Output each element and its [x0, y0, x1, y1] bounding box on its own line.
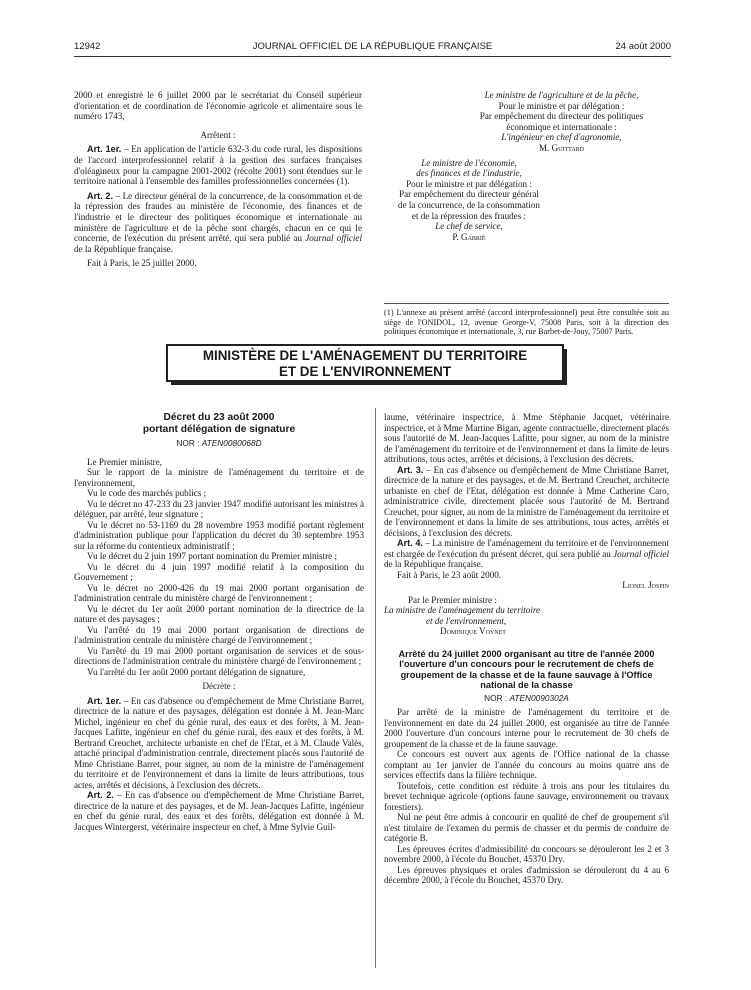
- decree-p7: Vu le décret du 4 juin 1997 modifié relatif à la composition du Gouvernement ;: [74, 561, 364, 582]
- decrete-heading: Décrète :: [202, 681, 236, 691]
- decree-article-3-label: Art. 3.: [397, 464, 424, 475]
- arrete2-title: Arrêté du 24 juillet 2000 organisant au titre de l'année 2000 l'ouverture d'un concours pour le recrutement de chefs de groupement de la chasse et de la faune sauvage à l'Office national de la chasse: [398, 648, 655, 691]
- decree-title-2: portant délégation de signature: [142, 424, 296, 435]
- article-2-text-b: de la République française.: [74, 243, 173, 254]
- decree-nor-code: ATEN0080068D: [201, 438, 262, 448]
- top-right-signatures: [384, 90, 669, 242]
- sig2-line5: de la concurrence, de la consommation: [398, 199, 540, 210]
- arrete2-p1: Par arrêté de la ministre de l'aménagement du territoire et de l'environnement en date du 24 juillet 2000, est organisée au titre de l'année 2000 l'ouverture d'un concours interne pour le recrutement de 30 chefs de groupement de la chasse et de la faune sauvage.: [384, 707, 669, 749]
- arretent-heading: Arrêtent :: [200, 129, 236, 140]
- decree-p11: Vu l'arrêté du 19 mai 2000 portant organisation de services et de sous-directions de l'administration centrale du ministère chargé de l'environnement ;: [74, 645, 364, 666]
- arrete2-p5: Les épreuves écrites d'admissibilité du concours se dérouleront les 2 et 3 novembre 2000, à l'école du Bouchet, 45370 Dry.: [384, 843, 669, 865]
- decree-p1: Le Premier ministre,: [87, 456, 163, 467]
- decree-column-left: [74, 412, 364, 832]
- arrete2-p3: Toutefois, cette condition est réduite à trois ans pour les titulaires du brevet technique agricole (options faune sauvage, environnement ou travaux forestiers).: [384, 780, 669, 812]
- ministry-line-1: MINISTÈRE DE L'AMÉNAGEMENT DU TERRITOIRE: [202, 348, 528, 363]
- sig2-line1: Le ministre de l'économie,: [421, 157, 517, 168]
- decree-p3: Vu le code des marchés publics ;: [87, 488, 207, 498]
- intro-paragraph: 2000 et enregistré le 6 juillet 2000 par le secrétariat du Conseil supérieur d'orientation et de coordination de l'économie agricole et alimentaire sous le numéro 1743,: [74, 90, 362, 122]
- sig2-line7: Le chef de service,: [435, 221, 503, 232]
- arrete2-p4: Nul ne peut être admis à concourir en qualité de chef de groupement s'il n'est titulaire de l'examen du permis de chasser et du permis de conduire de catégorie B.: [384, 812, 669, 844]
- article-2: [74, 191, 362, 255]
- journal-title: JOURNAL OFFICIEL DE LA RÉPUBLIQUE FRANÇAISE: [252, 41, 493, 52]
- decree-article-2-text: – En cas d'absence ou d'empêchement de Mme Christiane Barret, directrice de la nature et des paysages, et de M. Jean-Jacques Lafitte, ingénieur en chef du génie rural, des eaux et des forêts, délégation est donnée à M. Jacques Wintergerst, vétérinaire inspecteur en chef, à Mme Sylvie Guil-: [74, 790, 364, 832]
- decree-min-name: Dominique Voynet: [440, 626, 506, 636]
- arrete2-nor-label: NOR :: [484, 692, 510, 703]
- decree-article-4-text-a: – La ministre de l'aménagement du territoire et de l'environnement est chargée de l'exécution du présent décret, qui sera publié au: [384, 538, 669, 559]
- decree-article-1-label: Art. 1er.: [87, 695, 122, 706]
- fait-line: Fait à Paris, le 25 juillet 2000.: [87, 258, 197, 269]
- decree-article-3: [384, 465, 669, 539]
- arrete2-nor-code: ATEN0090302A: [509, 692, 569, 703]
- decree-article-4-label: Art. 4.: [397, 538, 423, 548]
- arrete2-p6: Les épreuves physiques et orales d'admission se dérouleront du 4 au 6 décembre 2000, à l'école du Bouchet, 45370 Dry.: [384, 864, 669, 886]
- decree-p10: Vu l'arrêté du 19 mai 2000 portant organisation de directions de l'administration centrale du ministère chargé de l'environnement ;: [74, 624, 364, 645]
- article-1-text: – En application de l'article 632-3 du code rural, les dispositions de l'accord interprofessionnel relatif à la gestion des surfaces françaises d'oléagineux pour la campagne 2001-2002 (récolte 2001) sont étendues sur le territoire national à l'ensemble des familles professionnelles concernées (1).: [74, 144, 362, 187]
- arrete2-p2: Ce concours est ouvert aux agents de l'Office national de la chasse comptant au 1er janvier de l'année du concours au moins quatre ans de services effectifs dans la filière technique.: [384, 749, 669, 781]
- sig1-line4: économique et internationale :: [506, 121, 617, 132]
- sig2-line4: Par empêchement du directeur général: [399, 189, 539, 200]
- decree-min-line1: La ministre de l'aménagement du territoire: [384, 605, 541, 615]
- decree-article-2-label: Art. 2.: [87, 790, 114, 800]
- arrete2-nor: [384, 693, 669, 704]
- header-rule: [74, 56, 671, 57]
- decree-article-1-text: – En cas d'absence ou d'empêchement de Mme Christiane Barret, directrice de la nature et des paysages, délégation est donnée à M. Jean-Marc Michel, ingénieur en chef du génie rural, des eaux et des forêts, à M. Jean-Jacques Lafitte, ingénieur en chef du génie rural, des eaux et des forêts, à M. Bertrand Creuchet, architecte urbaniste en chef de l'Etat, et à M. Claude Valès, attaché principal d'administration centrale, directement placés sous l'autorité de Mme Christiane Barret, pour signer, au nom de la ministre de l'aménagement du territoire et de l'environnement et dans la limite de leurs attributions, tous actes, arrêtés et décisions, à l'exclusion des décrets.: [74, 695, 364, 790]
- decree-fait: Fait à Paris, le 23 août 2000.: [397, 569, 502, 580]
- sig2-name: P. Gabrié: [452, 231, 486, 242]
- decree-article-2: [74, 790, 364, 832]
- page-number: 12942: [74, 41, 101, 52]
- page-header: [74, 41, 671, 57]
- signature-economie: [384, 158, 554, 243]
- sig2-line3: Pour le ministre et par délégation :: [406, 178, 532, 189]
- sig1-name: M. Guittard: [538, 142, 585, 153]
- decree-article-3-text: – En cas d'absence ou d'empêchement de Mme Christiane Barret, directrice de la nature et des paysages, et de M. Bertrand Creuchet, architecte urbaniste en chef de l'Etat, délégation est donnée à Mme Catherine Caro, administratrice civile, directement placée sous l'autorité de M. Bertrand Creuchet, pour signer, au nom de la ministre de l'aménagement du territoire et de l'environnement et dans la limite de ses attributions, tous actes, arrêtés et décisions, à l'exclusion des décrets.: [384, 464, 669, 538]
- decree-p5: Vu le décret no 53-1169 du 28 novembre 1953 modifié portant règlement d'administration publique pour l'application du décret du 30 septembre 1953 sur la réforme du contentieux administratif ;: [74, 519, 364, 551]
- decree-column-right: [384, 412, 669, 886]
- decree-article-4-journal: Journal officiel: [613, 548, 669, 559]
- decree-p8: Vu le décret no 2000-426 du 19 mai 2000 portant organisation de l'administration centrale du ministère chargé de l'environnement ;: [74, 582, 364, 603]
- issue-date: 24 août 2000: [615, 41, 671, 52]
- decree-article-4-text-b: de la République française.: [384, 559, 483, 569]
- decree-article-1: [74, 696, 364, 791]
- sig1-line1: Le ministre de l'agriculture et de la pêche,: [484, 90, 639, 100]
- decree-p12: Vu l'arrêté du 1er août 2000 portant délégation de signature,: [87, 666, 306, 677]
- footnote: (1) L'annexe au présent arrêté (accord interprofessionnel) peut être consultée soit au siège de l'ONIDOL, 12, avenue George-V, 75008 Paris, soit à la direction des politiques économique et internationale, 3, rue Barbet-de-Jouy, 75007 Paris.: [384, 303, 669, 337]
- article-1: [74, 144, 362, 186]
- sig1-line2: Pour le ministre et par délégation :: [498, 100, 625, 111]
- decree-signer: Lionel Jospin: [622, 580, 669, 590]
- decree-nor-label: NOR :: [176, 438, 202, 448]
- decree-p9: Vu le décret du 1er août 2000 portant nomination de la directrice de la nature et des paysages ;: [74, 603, 364, 624]
- ministry-banner: [166, 344, 564, 382]
- decree-article-2-cont: laume, vétérinaire inspectrice, à Mme Stéphanie Jacquet, vétérinaire inspectrice, et à Mme Martine Bigan, agente contractuelle, directement placés sous l'autorité de M. Jean-Jacques Lafitte, pour signer, au nom de la ministre de l'aménagement du territoire et de l'environnement et dans la limite de leurs attributions, tous actes, arrêtés et décisions, à l'exclusion des décrets.: [384, 412, 669, 464]
- decree-min-line2: et de l'environnement,: [426, 615, 507, 626]
- sig2-line2: des finances et de l'industrie,: [416, 168, 522, 179]
- signature-agriculture: [384, 90, 669, 154]
- column-separator: [375, 408, 376, 968]
- top-left-column: [74, 90, 362, 269]
- article-2-text-a: – Le directeur général de la concurrence, de la consommation et de la répression des fraudes au ministère de l'économie, des finances et de l'industrie et le directeur des politiques économique et internationale au ministère de l'agriculture et de la pêche sont chargés, chacun en ce qui le concerne, de l'exécution du présent arrêté, qui sera publié au: [74, 190, 362, 244]
- article-1-label: Art. 1er.: [87, 144, 122, 155]
- sig1-line5: L'ingénieur en chef d'agronomie,: [501, 132, 622, 143]
- sig1-line3: Par empêchement du directeur des politiques: [479, 111, 644, 122]
- decree-article-4: [384, 538, 669, 570]
- decree-p2: Sur le rapport de la ministre de l'aménagement du territoire et de l'environnement,: [74, 467, 364, 488]
- decree-p4: Vu le décret no 47-233 du 23 janvier 1947 modifié autorisant les ministres à déléguer, par arrêté, leur signature ;: [74, 498, 364, 519]
- article-2-label: Art. 2.: [87, 190, 114, 201]
- decree-p6: Vu le décret du 2 juin 1997 portant nomination du Premier ministre ;: [87, 551, 337, 561]
- decree-title-1: Décret du 23 août 2000: [163, 412, 275, 423]
- article-2-journal: Journal officiel: [305, 233, 362, 244]
- ministry-line-2: ET DE L'ENVIRONNEMENT: [278, 364, 452, 379]
- decree-nor: [74, 438, 364, 449]
- sig2-line6: et de la répression des fraudes :: [411, 210, 527, 221]
- decree-par: Par le Premier ministre :: [408, 594, 497, 605]
